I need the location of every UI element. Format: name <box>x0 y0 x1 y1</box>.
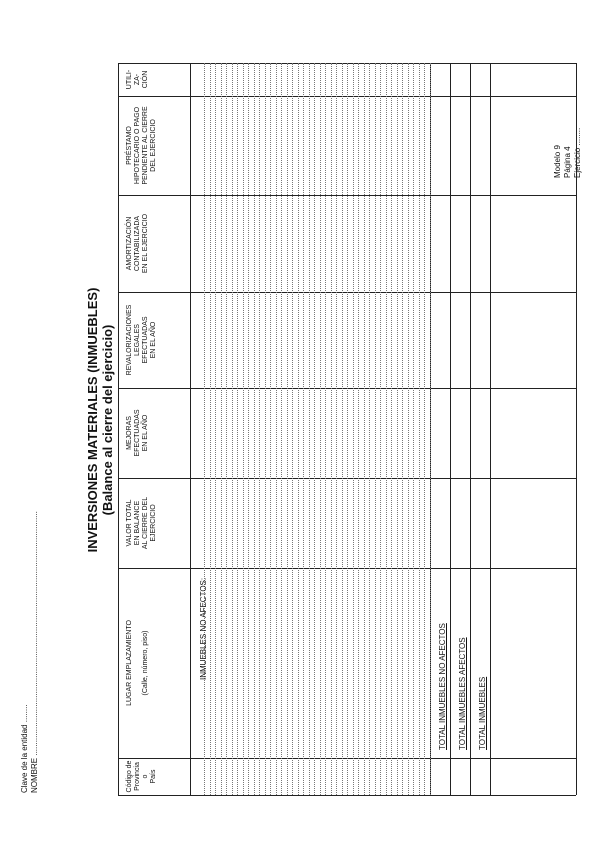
clave-dots: ........ <box>20 704 29 723</box>
clave-label: Clave de la entidad <box>20 724 29 793</box>
row-guide <box>320 63 321 795</box>
column-header-7-line: HIPOTECARIO O PAGO <box>134 106 141 185</box>
column-header-3-line: EN BALANCE <box>134 500 141 546</box>
title-line-1: INVERSIONES MATERIALES (INMUEBLES) <box>85 287 100 553</box>
row-guide <box>369 63 370 795</box>
column-header-4-line: EN EL AÑO <box>142 414 149 452</box>
column-header-5 <box>126 292 158 388</box>
nombre-label: NOMBRE <box>30 757 39 793</box>
column-header-8-line: CIÓN <box>142 70 149 89</box>
column-header-5-line: LEGALES <box>134 324 141 356</box>
row-guide <box>276 63 277 795</box>
column-header-8 <box>126 63 150 96</box>
column-header-5-line: EN EL AÑO <box>150 321 157 359</box>
row-guide <box>254 63 255 795</box>
total-no-afectos <box>438 623 447 750</box>
row-guide <box>221 63 222 795</box>
row-guide <box>331 63 332 795</box>
column-header-1-line: Código de <box>126 760 133 793</box>
column-header-6 <box>126 195 150 292</box>
column-header-7-line: DEL EJERCICIO <box>150 119 157 172</box>
column-header-1-line: País <box>150 769 157 784</box>
row-guide <box>287 63 288 795</box>
row-guide <box>215 63 216 795</box>
column-header-1 <box>126 758 158 795</box>
row-guide <box>358 63 359 795</box>
row-guide <box>292 63 293 795</box>
ejercicio-label: Ejercicio <box>573 147 582 178</box>
ejercicio-dots: ........ <box>573 127 582 146</box>
column-header-2-line: (Calle, número, piso) <box>142 630 149 696</box>
row-guide <box>386 63 387 795</box>
column-header-5-line: REVALORIZACIONES <box>126 304 133 376</box>
row-guide <box>380 63 381 795</box>
column-header-3-line: EJERCICIO <box>150 504 157 542</box>
column-header-3-line: VALOR TOTAL <box>126 499 133 547</box>
column-header-8-line: ZA- <box>134 73 141 86</box>
row-guide <box>375 63 376 795</box>
row-guide <box>265 63 266 795</box>
column-header-1-line: Provincia <box>134 762 141 791</box>
column-header-6-line: CONTABILIZADA <box>134 215 141 272</box>
pagina-label: Página 4 <box>563 146 572 178</box>
row-guide <box>408 63 409 795</box>
row-guide <box>248 63 249 795</box>
title-line-2: (Balance al cierre del ejercicio) <box>100 324 115 516</box>
section-no-afectos: INMUEBLES NO AFECTOS: <box>199 577 208 680</box>
row-guide <box>325 63 326 795</box>
clave-label-block <box>20 704 29 793</box>
column-header-4-line: MEJORAS <box>126 416 133 450</box>
column-header-6-line: EN EL EJERCICIO <box>142 213 149 274</box>
column-header-3-line: AL CIERRE DEL <box>142 496 149 550</box>
column-header-7-line: PENDIENTE AL CIERRE <box>142 106 149 185</box>
row-guide <box>402 63 403 795</box>
column-header-2 <box>126 568 150 758</box>
total-inmuebles-label: TOTAL INMUEBLES <box>478 676 487 750</box>
nombre-dots: .............................................................................................................. <box>30 511 39 756</box>
row-guide <box>413 63 414 795</box>
row-guide <box>419 63 420 795</box>
row-guide <box>243 63 244 795</box>
row-guide <box>353 63 354 795</box>
column-header-6-line: AMORTIZACIÓN <box>126 216 133 271</box>
row-guide <box>430 63 431 795</box>
row-guide <box>347 63 348 795</box>
column-header-5-line: EFECTUADAS <box>142 316 149 364</box>
modelo-label: Modelo 9 <box>553 145 562 178</box>
row-guide <box>303 63 304 795</box>
row-guide <box>226 63 227 795</box>
row-guide <box>364 63 365 795</box>
nombre-label-block <box>30 511 39 793</box>
row-guide <box>424 63 425 795</box>
row-guide <box>281 63 282 795</box>
total-no-afectos-label: TOTAL INMUEBLES NO AFECTOS <box>438 623 447 750</box>
row-guide <box>397 63 398 795</box>
column-header-8-line: UTILI- <box>126 69 133 90</box>
row-guide <box>204 63 205 795</box>
row-guide <box>309 63 310 795</box>
row-guide <box>259 63 260 795</box>
page-title <box>85 285 115 555</box>
column-header-2-line: LUGAR EMPLAZAMIENTO <box>126 620 133 706</box>
row-guide <box>237 63 238 795</box>
column-header-3 <box>126 478 158 568</box>
row-guide <box>270 63 271 795</box>
row-guide <box>298 63 299 795</box>
total-inmuebles <box>478 677 487 750</box>
total-afectos-label: TOTAL INMUEBLES AFECTOS <box>458 637 467 750</box>
column-header-1-line: o <box>142 774 149 779</box>
row-guide <box>342 63 343 795</box>
row-guide <box>210 63 211 795</box>
column-header-4 <box>126 388 150 478</box>
row-guide <box>232 63 233 795</box>
row-guide <box>336 63 337 795</box>
row-guide <box>391 63 392 795</box>
total-afectos <box>458 637 467 750</box>
column-header-4-line: EFECTUADAS <box>134 409 141 457</box>
column-header-7 <box>126 96 158 195</box>
row-guide <box>314 63 315 795</box>
ejercicio-block <box>573 128 582 178</box>
column-header-2-line <box>134 568 142 758</box>
column-header-7-line: PRÉSTAMO <box>126 126 133 165</box>
